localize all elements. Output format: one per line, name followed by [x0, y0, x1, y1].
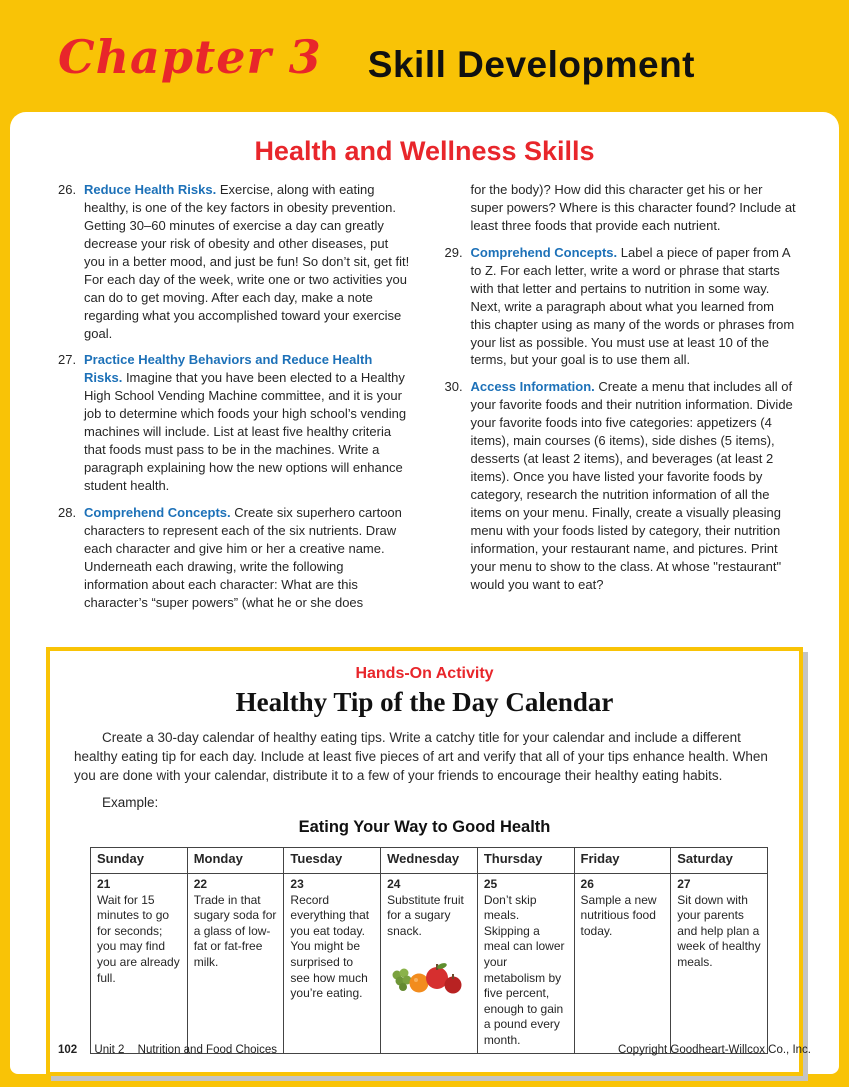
- cell-date: 23: [290, 877, 304, 892]
- item-text: Label a piece of paper from A to Z. For each letter, write a word or phrase that starts with that letter and pertains to nutrition in some way. Next, write a paragraph about what you learned from this chapter using as many of the words or phrases from your list as possible. You must use at least 10 of the terms, but your goal is to use them all.: [470, 244, 795, 368]
- calendar-table: [90, 847, 768, 1054]
- day-header-thursday: Thursday: [477, 848, 574, 874]
- example-label: Example:: [102, 795, 159, 811]
- cell-tip: Sit down with your parents and help plan a week of healthy meals.: [677, 892, 761, 969]
- calendar-cell-27: [671, 874, 768, 1054]
- item-body: [471, 244, 798, 370]
- page-body: [10, 112, 839, 1074]
- cell-date: 25: [483, 877, 498, 892]
- section-title: Health and Wellness Skills: [254, 136, 595, 166]
- item-body: [84, 504, 411, 612]
- chapter-label: Chapter 3: [58, 30, 322, 84]
- copyright-text: Copyright Goodheart-Willcox Co., Inc.: [617, 1044, 811, 1056]
- hands-on-activity-box: [46, 647, 803, 1076]
- day-header-tuesday: Tuesday: [284, 848, 381, 874]
- chapter-title: Skill Development: [367, 44, 696, 85]
- day-header-sunday: Sunday: [91, 848, 188, 874]
- fruit-image: [387, 947, 463, 997]
- exercise-item-28: [58, 504, 411, 612]
- item-body: [471, 378, 798, 593]
- page-footer: [58, 1044, 811, 1056]
- item-number: 29.: [444, 244, 463, 260]
- cell-tip: Substitute fruit for a sugary snack.: [387, 892, 464, 938]
- activity-title: Healthy Tip of the Day Calendar: [235, 686, 614, 717]
- item-body: [84, 181, 411, 342]
- cell-tip: Wait for 15 minutes to go for seconds; you may find you are already full.: [97, 892, 180, 985]
- day-header-saturday: Saturday: [671, 848, 768, 874]
- calendar-cell-22: [187, 874, 284, 1054]
- item-lead: Comprehend Concepts.: [470, 244, 618, 260]
- unit-title: Nutrition and Food Choices: [137, 1044, 277, 1056]
- item-text: Create six superhero cartoon characters to represent each of the six nutrients. Draw each character and give him or her a creative name. Underneath each drawing, write the following information about each character: What are this character’s “super powers” (what he or she does: [84, 504, 402, 610]
- calendar-tip-row: [91, 874, 768, 1054]
- calendar-cell-21: [91, 874, 188, 1054]
- calendar-cell-26: [574, 874, 671, 1054]
- cell-tip: Sample a new nutritious food today.: [580, 892, 657, 938]
- item-lead: Reduce Health Risks.: [84, 182, 217, 197]
- item-body: [84, 351, 411, 495]
- calendar-header-row: [91, 848, 768, 874]
- cell-date: 26: [580, 877, 594, 892]
- calendar-title: Eating Your Way to Good Health: [298, 818, 551, 837]
- cell-tip: Trade in that sugary soda for a glass of low-fat or fat-free milk.: [193, 892, 277, 969]
- page-number: 102: [58, 1044, 78, 1056]
- unit-label: Unit 2: [94, 1044, 125, 1056]
- cell-date: 24: [387, 877, 401, 892]
- item-28-continuation: for the body)? How did this character get his or her super powers? Where is this character found? Include at least three foods that provide each nutrient.: [470, 182, 796, 233]
- cell-date: 22: [193, 877, 208, 892]
- calendar-cell-25: [477, 874, 574, 1054]
- activity-label: Hands-On Activity: [355, 664, 494, 682]
- item-number: 30.: [444, 379, 463, 395]
- day-header-wednesday: Wednesday: [381, 848, 478, 874]
- chapter-header: [0, 0, 849, 112]
- calendar-cell-24: [381, 874, 478, 1054]
- item-text: Exercise, along with eating healthy, is one of the key factors in obesity prevention. Getting 30–60 minutes of exercise a day can greatly decrease your risk of obesity and other diseases, put you in a better mood, and just be fun! So don’t sit, get fit! For each day of the week, write one or two activities you can do to get moving. After each day, make a note regarding what you accomplished toward your exercise goal.: [84, 182, 410, 341]
- cell-date: 27: [677, 877, 691, 892]
- item-text: Imagine that you have been elected to a Healthy High School Vending Machine committee, and it is your job to determine which foods your high school’s vending machines will include. List at least five healthy criteria that foods must pass to be in the machines. Write a paragraph explaining how the new options will enhance student health.: [84, 370, 407, 493]
- item-number: 27.: [58, 352, 77, 368]
- item-text: Create a menu that includes all of your favorite foods and their nutrition information. Divide your favorite foods into five categories: appetizers (4 items), main courses (6 items), side dishes (5 items), desserts (at least 2 items), and beverages (at least 2 items). Once you have listed your favorite foods by category, research the nutrition information of all the items on your menu. Finally, create a visually pleasing menu with your foods listed by category, their nutrition information, your restaurant name, and pictures. Print your menu to show to the class. At whose "restaurant" would you want to eat?: [470, 379, 793, 592]
- cell-date: 21: [97, 877, 111, 892]
- exercise-item-27: [58, 351, 411, 495]
- exercise-item-29: [445, 244, 798, 370]
- exercise-column-left: [58, 181, 411, 621]
- exercise-item-26: [58, 181, 411, 342]
- day-header-friday: Friday: [574, 848, 671, 874]
- item-lead: Comprehend Concepts.: [84, 504, 231, 520]
- exercise-column-right: [445, 181, 798, 621]
- day-header-monday: Monday: [187, 848, 284, 874]
- item-number: 28.: [58, 504, 77, 520]
- item-number: 26.: [58, 182, 77, 197]
- exercise-columns: [10, 181, 839, 621]
- footer-left: [58, 1044, 277, 1056]
- cell-tip: Record everything that you eat today. You might be surprised to see how much you’re eating.: [290, 892, 370, 1001]
- cell-tip: Don’t skip meals. Skipping a meal can lower your metabolism by five percent, enough to gain a pound every month.: [483, 892, 565, 1047]
- item-lead: Practice Healthy Behaviors and Reduce Health Risks.: [84, 352, 373, 386]
- calendar-cell-23: [284, 874, 381, 1054]
- activity-intro: Create a 30-day calendar of healthy eating tips. Write a catchy title for your calendar and include a different healthy eating tip for each day. Include at least five pieces of art and verify that all of your tips enhance health. When you are done with your calendar, distribute it to a few of your friends to encourage their healthy eating habits.: [74, 729, 768, 783]
- exercise-item-30: [445, 378, 798, 593]
- item-lead: Access Information.: [470, 379, 595, 395]
